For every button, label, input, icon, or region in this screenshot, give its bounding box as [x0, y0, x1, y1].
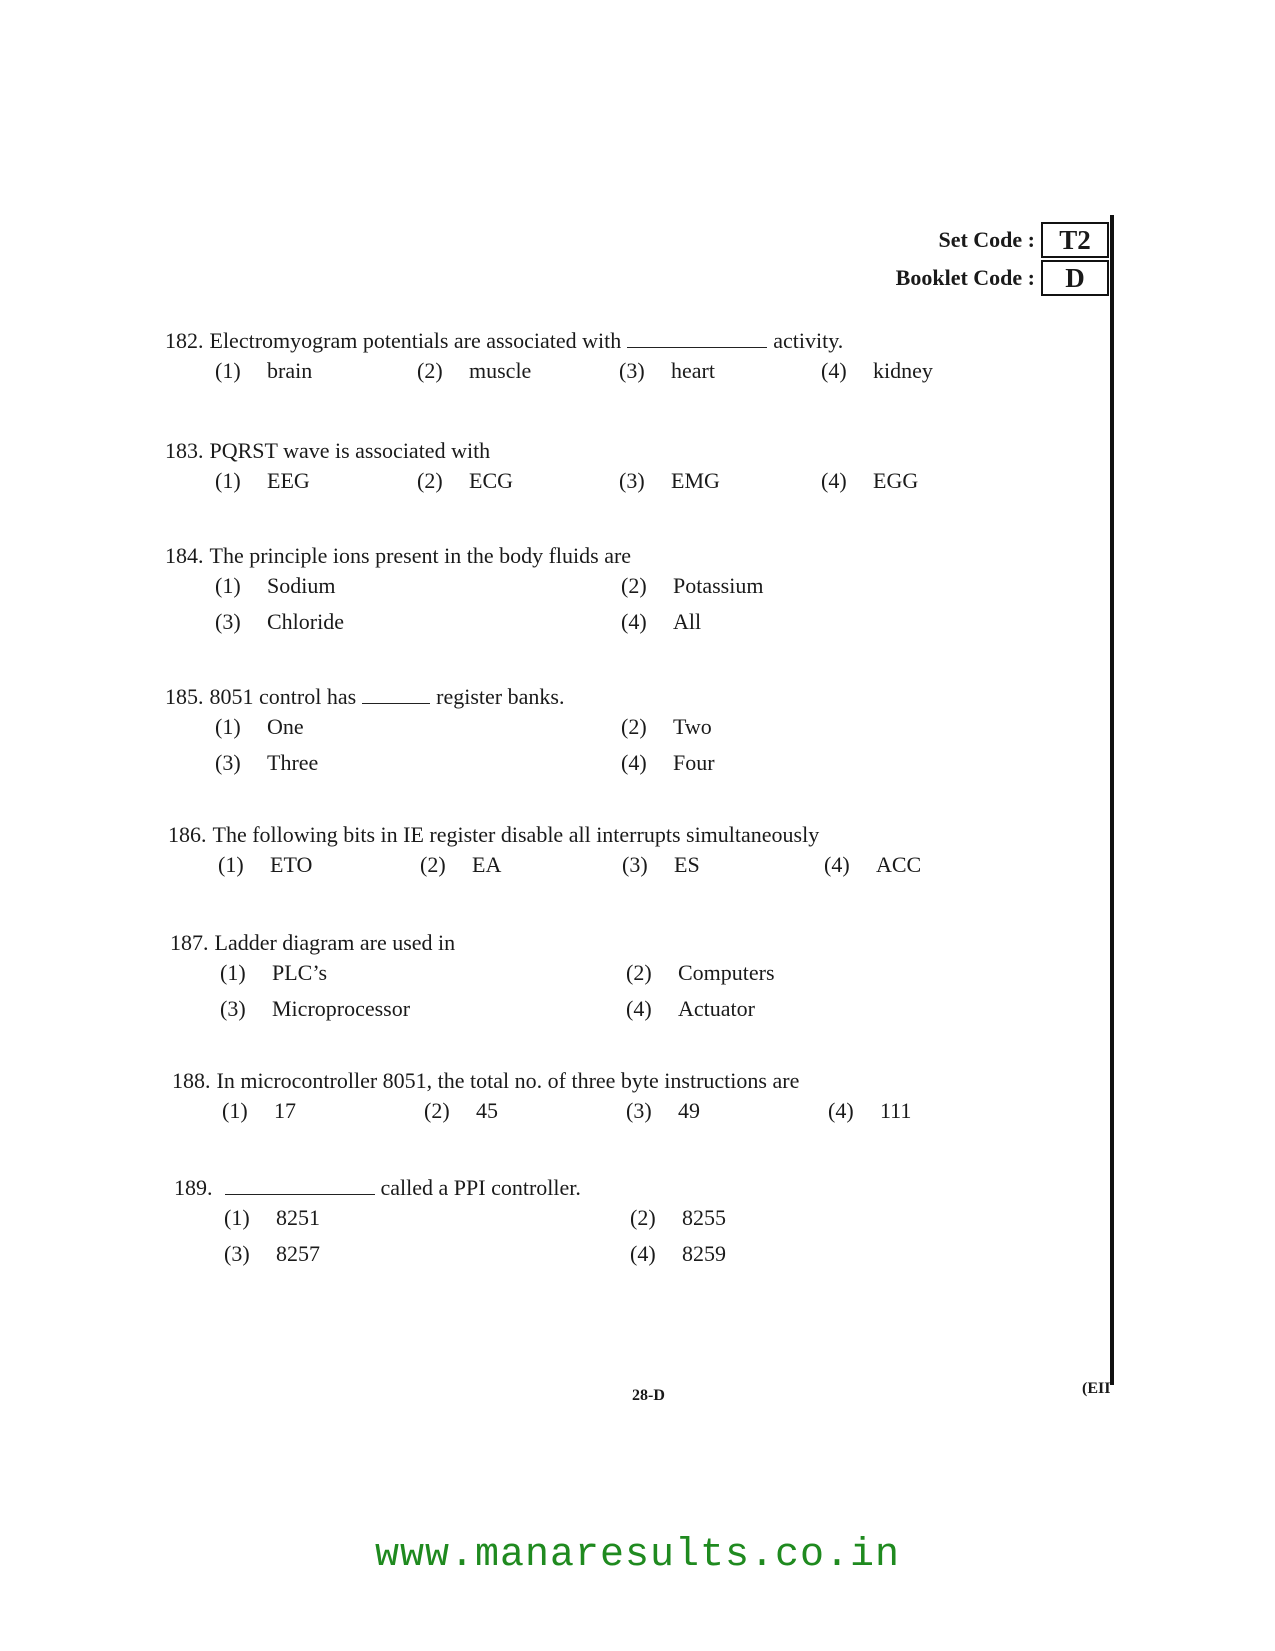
option-text: Two	[673, 714, 712, 739]
option-number: (2)	[417, 358, 443, 383]
set-code-value: T2	[1041, 222, 1109, 258]
option-number: (4)	[824, 852, 850, 877]
option-number: (3)	[619, 358, 645, 383]
option-text: Potassium	[673, 573, 764, 598]
question-188	[172, 1068, 912, 1123]
option-number: (3)	[626, 1098, 652, 1123]
option-text: ES	[674, 852, 700, 877]
question-number: 189.	[174, 1175, 213, 1200]
question-stem: In microcontroller 8051, the total no. of three byte instructions are	[216, 1068, 800, 1093]
option-1	[215, 714, 304, 740]
option-2	[420, 852, 501, 878]
question-stem: PQRST wave is associated with	[209, 438, 491, 463]
option-text: heart	[671, 358, 715, 383]
question-stem: 8051 control has	[209, 684, 357, 709]
option-number: (4)	[828, 1098, 854, 1123]
option-text: All	[673, 609, 702, 634]
question-stem: Ladder diagram are used in	[214, 930, 456, 955]
option-text: 8251	[276, 1205, 320, 1230]
page-code: 28-D	[632, 1387, 665, 1404]
option-number: (2)	[621, 714, 647, 739]
question-number: 186.	[168, 822, 207, 847]
option-text: Three	[267, 750, 319, 775]
question-number: 182.	[165, 328, 204, 353]
set-code-row	[938, 222, 1109, 258]
option-4	[828, 1098, 911, 1124]
option-3	[220, 996, 410, 1022]
option-4	[821, 468, 918, 494]
option-text: 45	[476, 1098, 498, 1123]
option-text: 8257	[276, 1241, 320, 1266]
option-text: Microprocessor	[272, 996, 411, 1021]
option-text: 49	[678, 1098, 700, 1123]
right-margin-rule	[1110, 215, 1114, 1385]
question-number: 185.	[165, 684, 204, 709]
option-4	[621, 609, 701, 635]
question-189	[174, 1175, 726, 1266]
option-number: (1)	[215, 468, 241, 493]
option-number: (4)	[630, 1241, 656, 1266]
option-text: 8255	[682, 1205, 726, 1230]
option-number: (3)	[622, 852, 648, 877]
option-text: brain	[267, 358, 313, 383]
option-2	[417, 468, 513, 494]
option-3	[215, 609, 344, 635]
booklet-code-label: Booklet Code :	[895, 265, 1035, 290]
option-number: (2)	[630, 1205, 656, 1230]
question-stem: Electromyogram potentials are associated with	[209, 328, 622, 353]
option-1	[215, 573, 335, 599]
question-stem: The principle ions present in the body fluids are	[209, 543, 632, 568]
option-text: Chloride	[267, 609, 344, 634]
option-1	[222, 1098, 296, 1124]
option-4	[621, 750, 715, 776]
option-text: 111	[880, 1098, 912, 1123]
footer-right-mark: (EII	[1082, 1380, 1111, 1397]
booklet-code-row	[896, 260, 1109, 296]
option-1	[220, 960, 327, 986]
answer-blank	[627, 329, 767, 348]
option-1	[218, 852, 312, 878]
answer-blank	[362, 685, 430, 704]
option-text: 8259	[682, 1241, 726, 1266]
option-number: (4)	[621, 750, 647, 775]
option-4	[824, 852, 921, 878]
option-text: PLC’s	[272, 960, 328, 985]
option-text: Sodium	[267, 573, 336, 598]
option-3	[626, 1098, 700, 1124]
option-4	[626, 996, 755, 1022]
option-text: ACC	[876, 852, 922, 877]
question-number: 184.	[165, 543, 204, 568]
option-2	[424, 1098, 498, 1124]
option-3	[224, 1241, 320, 1267]
option-number: (1)	[215, 358, 241, 383]
set-code-label: Set Code :	[938, 227, 1035, 252]
option-4	[630, 1241, 726, 1267]
option-number: (4)	[821, 358, 847, 383]
question-stem-end: activity.	[773, 328, 844, 353]
question-184	[165, 543, 764, 634]
option-text: Four	[673, 750, 715, 775]
option-number: (2)	[621, 573, 647, 598]
option-number: (1)	[224, 1205, 250, 1230]
option-3	[619, 468, 720, 494]
option-text: EEG	[267, 468, 310, 493]
question-183	[165, 438, 919, 493]
option-text: ETO	[270, 852, 313, 877]
option-4	[821, 358, 933, 384]
option-text: ECG	[469, 468, 513, 493]
question-stem-end: register banks.	[436, 684, 565, 709]
option-text: EMG	[671, 468, 720, 493]
option-number: (1)	[220, 960, 246, 985]
option-number: (2)	[424, 1098, 450, 1123]
option-1	[215, 468, 310, 494]
option-number: (3)	[215, 609, 241, 634]
option-number: (1)	[215, 714, 241, 739]
question-number: 183.	[165, 438, 204, 463]
question-stem-end: called a PPI controller.	[380, 1175, 581, 1200]
option-2	[621, 714, 712, 740]
option-text: EA	[472, 852, 502, 877]
question-186	[168, 822, 922, 877]
option-text: EGG	[873, 468, 919, 493]
option-number: (3)	[619, 468, 645, 493]
option-number: (2)	[417, 468, 443, 493]
option-number: (1)	[218, 852, 244, 877]
option-number: (2)	[420, 852, 446, 877]
question-number: 188.	[172, 1068, 211, 1093]
question-stem: The following bits in IE register disable all interrupts simultaneously	[212, 822, 820, 847]
option-2	[621, 573, 763, 599]
option-number: (3)	[220, 996, 246, 1021]
option-3	[622, 852, 700, 878]
watermark-url: www.manaresults.co.in	[374, 1533, 901, 1578]
option-text: muscle	[469, 358, 532, 383]
option-number: (4)	[621, 609, 647, 634]
booklet-code-value: D	[1041, 260, 1109, 296]
option-number: (3)	[224, 1241, 250, 1266]
option-number: (3)	[215, 750, 241, 775]
option-number: (1)	[222, 1098, 248, 1123]
option-3	[215, 750, 318, 776]
option-text: Actuator	[678, 996, 755, 1021]
option-1	[224, 1205, 320, 1231]
option-text: kidney	[873, 358, 933, 383]
option-2	[626, 960, 775, 986]
option-number: (1)	[215, 573, 241, 598]
option-text: Computers	[678, 960, 775, 985]
question-number: 187.	[170, 930, 209, 955]
option-number: (4)	[626, 996, 652, 1021]
question-185	[165, 684, 715, 775]
question-182	[165, 328, 933, 383]
option-number: (4)	[821, 468, 847, 493]
answer-blank	[225, 1176, 375, 1195]
option-2	[630, 1205, 726, 1231]
option-text: One	[267, 714, 304, 739]
option-3	[619, 358, 715, 384]
option-number: (2)	[626, 960, 652, 985]
option-2	[417, 358, 531, 384]
option-text: 17	[274, 1098, 296, 1123]
question-187	[170, 930, 775, 1021]
option-1	[215, 358, 312, 384]
